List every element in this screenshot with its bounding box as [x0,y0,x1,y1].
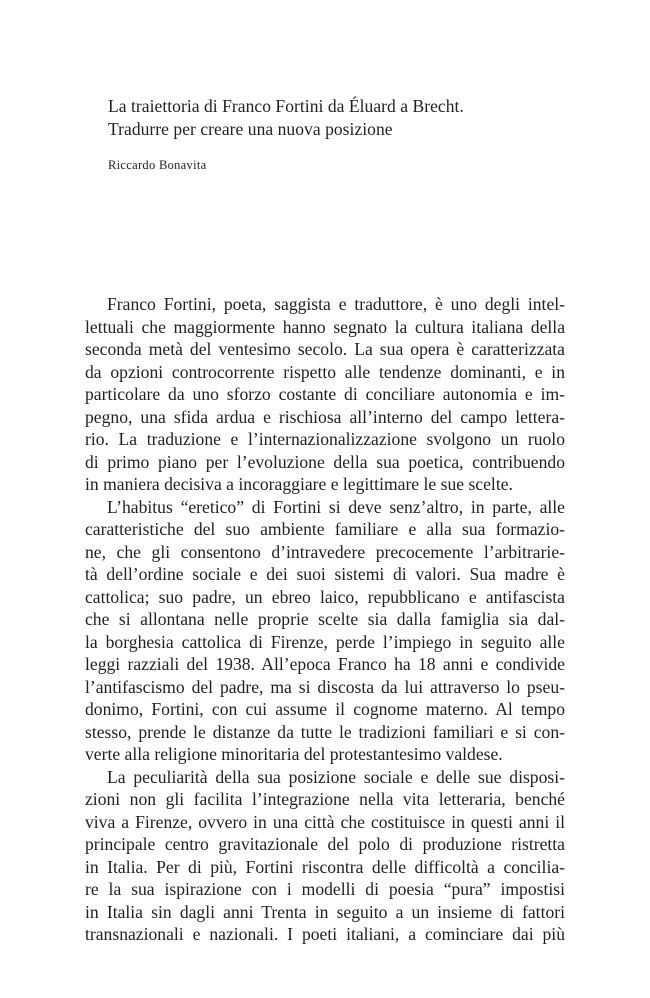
text-line: L’habitus “eretico” di Fortini si deve senz’altro, in parte, alle [107,496,565,517]
text-line: leggi razziali del 1938. All’epoca Franco ha 18 anni e condivide [85,654,565,674]
chapter-author: Riccardo Bonavita [108,158,207,172]
text-line: che si allontana nelle proprie scelte sia dalla famiglia sia dal- [85,609,565,629]
text-line: principale centro gravitazionale del polo di produzione ristretta [85,834,565,854]
paragraph-2 [85,496,565,766]
text-line: verte alla religione minoritaria del protestantesimo valdese. [85,744,503,764]
text-line: in Italia sin dagli anni Trenta in seguito a un insieme di fattori [85,901,565,922]
text-line: lettuali che maggiormente hanno segnato la cultura italiana della [85,316,565,337]
text-line: cattolica; suo padre, un ebreo laico, repubblicano e antifascista [85,586,565,607]
text-line: La peculiarità della sua posizione sociale e delle sue disposi- [107,766,565,787]
chapter-body [85,293,565,946]
chapter-title-line-2: Tradurre per creare una nuova posizione [108,119,393,139]
text-line: in maniera decisiva a incoraggiare e legittimare le sue scelte. [85,474,513,494]
paragraph-1 [85,293,565,496]
text-line: Franco Fortini, poeta, saggista e traduttore, è uno degli intel- [107,294,565,314]
text-line: pegno, una sfida ardua e rischiosa all’interno del campo lettera- [85,406,565,427]
text-line: da opzioni controcorrente rispetto alle tendenze dominanti, e in [85,361,565,382]
text-line: zioni non gli facilita l’integrazione nella vita letteraria, benché [85,789,565,809]
text-line: di primo piano per l’evoluzione della sua poetica, contribuendo [85,451,565,472]
text-line: ne, che gli consentono d’intravedere precocemente l’arbitrarie- [85,541,565,562]
chapter-title-line-1: La traiettoria di Franco Fortini da Éluard a Brecht. [108,96,464,116]
text-line: seconda metà del ventesimo secolo. La sua opera è caratterizzata [85,339,565,359]
paragraph-3 [85,766,565,946]
text-line: la borghesia cattolica di Firenze, perde l’impiego in seguito alle [85,631,565,652]
text-line: rio. La traduzione e l’internazionalizzazione svolgono un ruolo [85,429,565,449]
text-line: viva a Firenze, ovvero in una città che costituisce in questi anni il [85,811,565,832]
text-line: in Italia. Per di più, Fortini riscontra delle difficoltà a concilia- [85,856,565,877]
text-line: l’antifascismo del padre, ma si discosta da lui attraverso lo pseu- [85,676,565,697]
text-line: donimo, Fortini, con cui assume il cognome materno. Al tempo [85,699,565,719]
text-line: tà dell’ordine sociale e dei suoi sistemi di valori. Sua madre è [85,564,565,584]
text-line: stesso, prende le distanze da tutte le tradizioni familiari e si con- [85,721,565,742]
chapter-heading [108,95,578,173]
text-line: transnazionali e nazionali. I poeti italiani, a cominciare dai più [85,924,565,944]
text-line: caratteristiche del suo ambiente familiare e alla sua formazio- [85,519,565,539]
text-line: particolare da uno sforzo costante di conciliare autonomia e im- [85,384,565,404]
text-line: re la sua ispirazione con i modelli di poesia “pura” impostisi [85,879,565,899]
